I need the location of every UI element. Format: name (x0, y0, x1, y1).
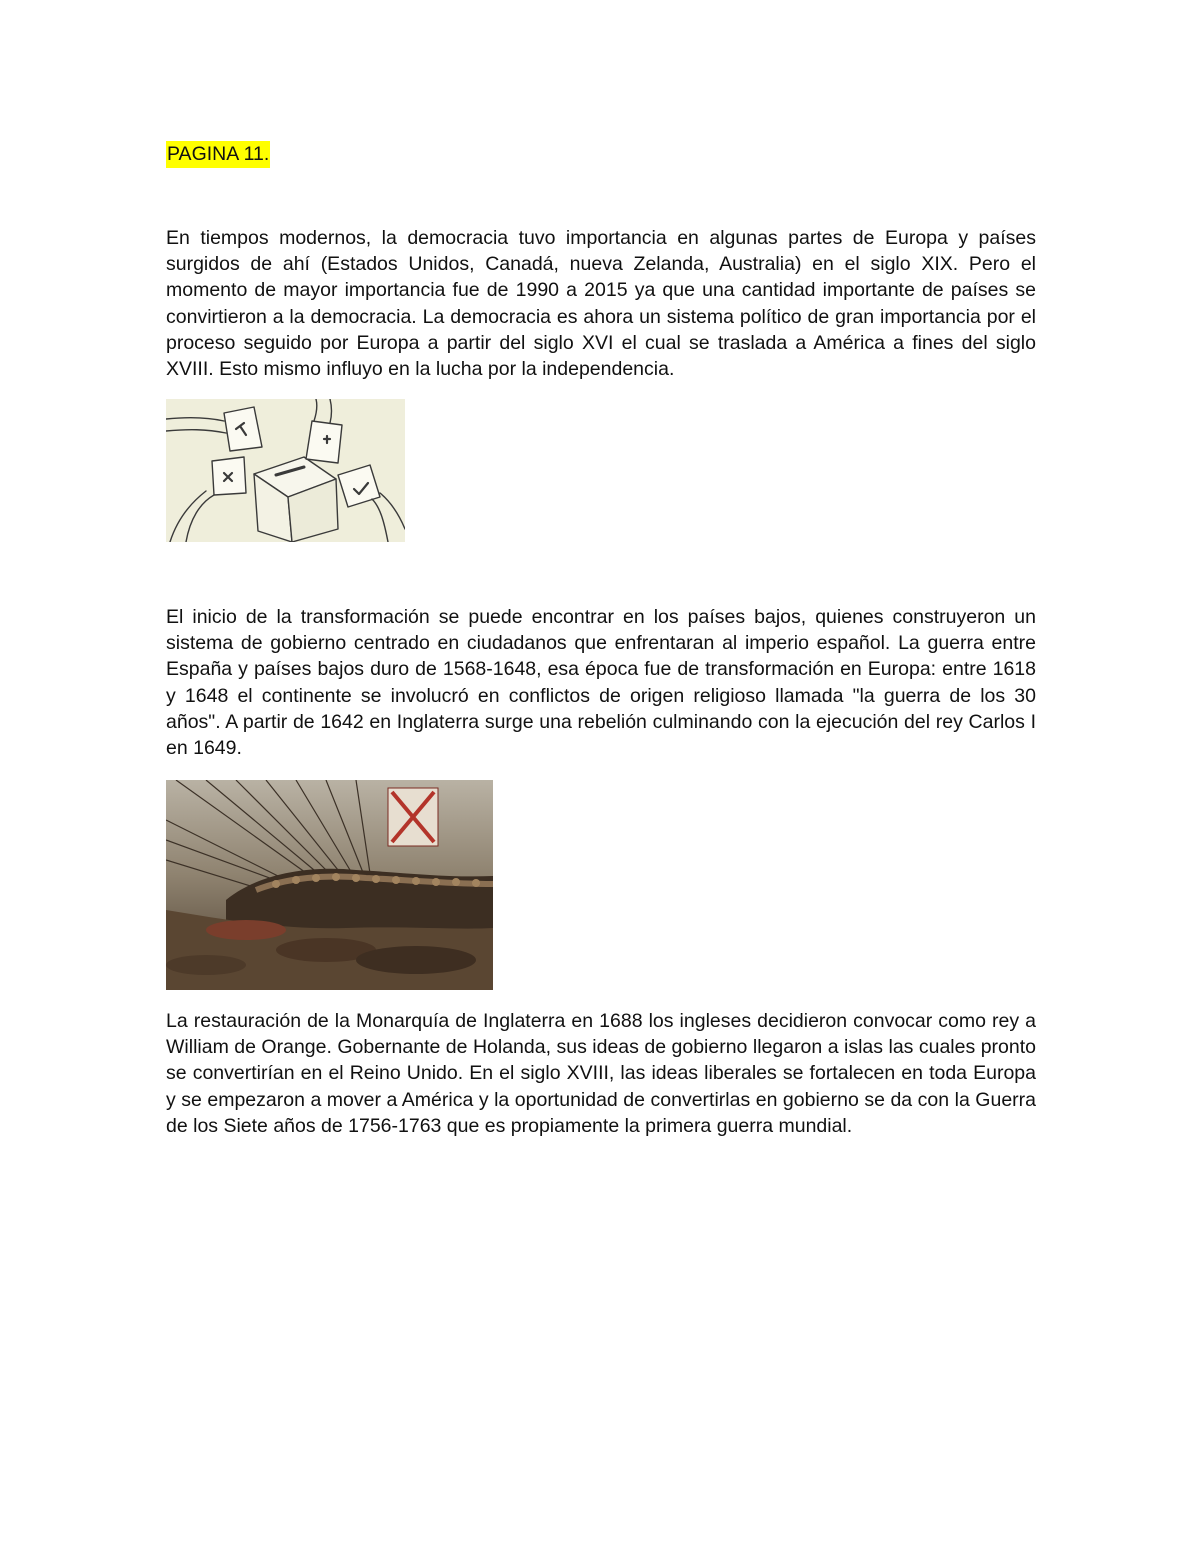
paragraph-transformation: El inicio de la transformación se puede encontrar en los países bajos, quienes construyeron un sistema de gobierno centrado en ciudadanos que enfrentaran al imperio español. La guerra entre España y países bajos duro de 1568-1648, esa época fue de transformación en Europa: entre 1618 y 1648 el continente se involucró en conflictos de origen religioso llamada "la guerra de los 30 años". A partir de 1642 en Inglaterra surge una rebelión culminando con la ejecución del rey Carlos I en 1649. (166, 606, 1036, 760)
ballot-illustration (166, 399, 405, 542)
page-heading: PAGINA 11. (166, 141, 270, 168)
paragraph-restoration: La restauración de la Monarquía de Inglaterra en 1688 los ingleses decidieron convocar como rey a William de Orange. Gobernante de Holanda, sus ideas de gobierno llegaron a islas las cuales pronto se convertirían en el Reino Unido. En el siglo XVIII, las ideas liberales se fortalecen en toda Europa y se empezaron a mover a América y la oportunidad de convertirlas en gobierno se da con la Guerra de los Siete años de 1756-1763 que es propiamente la primera guerra mundial. (166, 1010, 1036, 1137)
paragraph-democracy: En tiempos modernos, la democracia tuvo importancia en algunas partes de Europa y países surgidos de ahí (Estados Unidos, Canadá, nueva Zelanda, Australia) en el siglo XIX. Pero el momento de mayor importancia fue de 1990 a 2015 ya que una cantidad importante de países se convirtieron a la democracia. La democracia es ahora un sistema político de gran importancia por el proceso seguido por Europa a partir del siglo XVI el cual se traslada a América a fines del siglo XVIII. Esto mismo influyo en la lucha por la independencia. (166, 227, 1036, 381)
battle-painting (166, 780, 493, 990)
